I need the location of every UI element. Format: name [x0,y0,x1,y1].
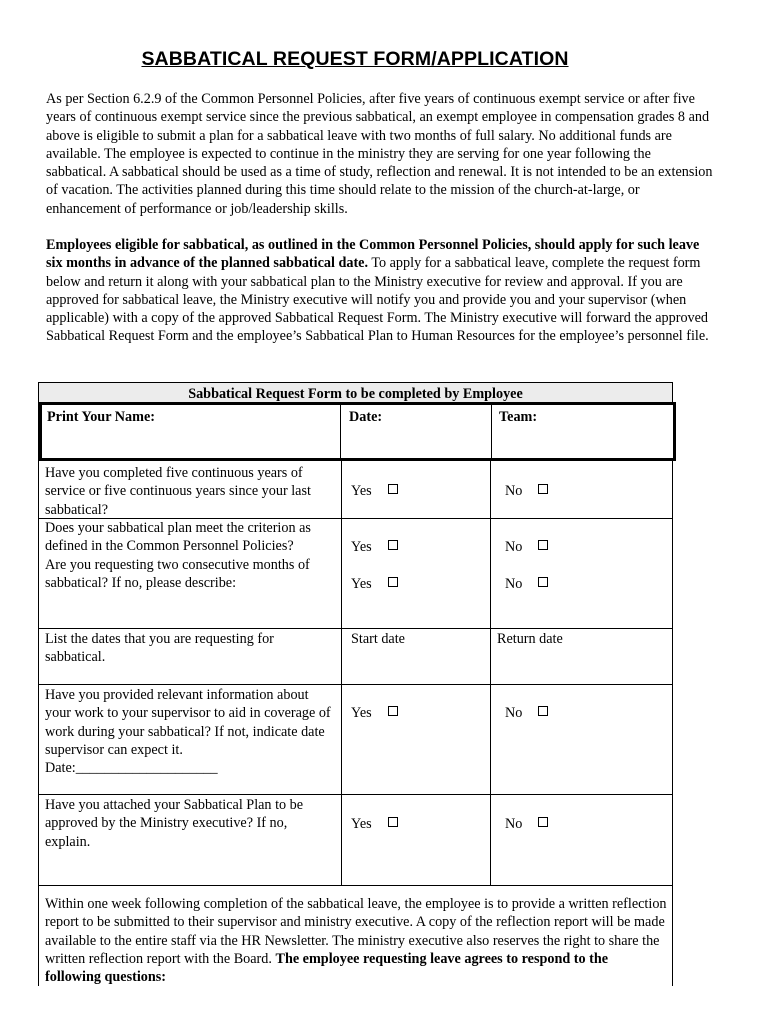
question-1: Have you completed five continuous years of service or five continuous years since your last sabbatical? [45,465,311,518]
q5-yes-option[interactable]: Yes [351,704,398,722]
intro-paragraph: As per Section 6.2.9 of the Common Personnel Policies, after five years of continuous exempt service or after five years of continuous exempt service since the previous sabbatical, an exempt employee in compensation grades 8 and above is eligible to submit a plan for a sabbatical leave with two months of full salary. No additional funds are available. The employee is expected to continue in the ministry they are serving for one year following the sabbatical. A sabbatical should be used as a time of study, reflection and renewal. It is not intended to be an extension of vacation. The activities planned during this time should relate to the mission of the church-at-large, or enhancement of performance or job/leadership skills. [46,91,713,217]
q1-yes-option[interactable]: Yes [351,482,398,500]
q3-no-option[interactable]: No [505,575,548,593]
q2-yes-option[interactable]: Yes [351,538,398,556]
return-date-field[interactable]: Return date [497,631,563,647]
q2-yes-checkbox[interactable] [388,540,398,550]
q6-no-checkbox[interactable] [538,817,548,827]
q5-no-option[interactable]: No [505,704,548,722]
closing-bold: The employee requesting leave agrees to respond to the following questions: [45,950,609,986]
q1-no-checkbox[interactable] [538,484,548,494]
question-3: Are you requesting two consecutive months of sabbatical? If no, please describe: [45,557,310,592]
question-5: Have you provided relevant information about your work to your supervisor to aid in coverage of work during your sabbatical? If not, indicate date supervisor can expect it. [45,687,331,758]
q1-no-option[interactable]: No [505,482,548,500]
q2-no-option[interactable]: No [505,538,548,556]
q3-yes-checkbox[interactable] [388,577,398,587]
name-field-label[interactable]: Print Your Name: [47,409,155,425]
request-form [38,382,673,986]
instructions-paragraph [46,236,714,346]
question-4: List the dates that you are requesting for sabbatical. [45,631,274,666]
closing-text: Within one week following completion of the sabbatical leave, the employee is to provide a written reflection report to be submitted to their supervisor and ministry executive. A copy of the reflection report will be made available to the entire staff via the HR Newsletter. The ministry executive also reserves the right to share the written reflection report with the Board. [45,896,667,967]
start-date-field[interactable]: Start date [351,631,405,647]
q5-yes-checkbox[interactable] [388,706,398,716]
q2-no-checkbox[interactable] [538,540,548,550]
instructions-bold: Employees eligible for sabbatical, as outlined in the Common Personnel Policies, should apply for such leave six months in advance of the planned sabbatical date. [46,237,700,272]
q3-yes-option[interactable]: Yes [351,575,398,593]
supervisor-date-field[interactable]: Date:____________________ [45,760,218,776]
q1-yes-checkbox[interactable] [388,484,398,494]
q3-no-checkbox[interactable] [538,577,548,587]
q6-yes-option[interactable]: Yes [351,815,398,833]
q6-yes-checkbox[interactable] [388,817,398,827]
closing-paragraph [45,895,667,986]
name-date-team-box [39,402,676,461]
instructions-text: To apply for a sabbatical leave, complete the request form below and return it along with your sabbatical plan to the Ministry executive for review and approval. If you are approved for sabbatical leave, the Ministry executive will notify you and provide you and your supervisor (when applicable) with a copy of the approved Sabbatical Request Form. The Ministry executive will forward the approved Sabbatical Request Form and the employee’s Sabbatical Plan to Human Resources for the employee’s personnel file. [46,255,709,345]
page-title: SABBATICAL REQUEST FORM/APPLICATION [141,48,569,70]
question-6: Have you attached your Sabbatical Plan to be approved by the Ministry executive? If no, explain. [45,797,304,850]
question-2: Does your sabbatical plan meet the criterion as defined in the Common Personnel Policies? [45,520,311,555]
team-field-label[interactable]: Team: [499,409,538,425]
form-header: Sabbatical Request Form to be completed by Employee [39,383,672,403]
date-field-label[interactable]: Date: [349,409,383,425]
q5-no-checkbox[interactable] [538,706,548,716]
q6-no-option[interactable]: No [505,815,548,833]
